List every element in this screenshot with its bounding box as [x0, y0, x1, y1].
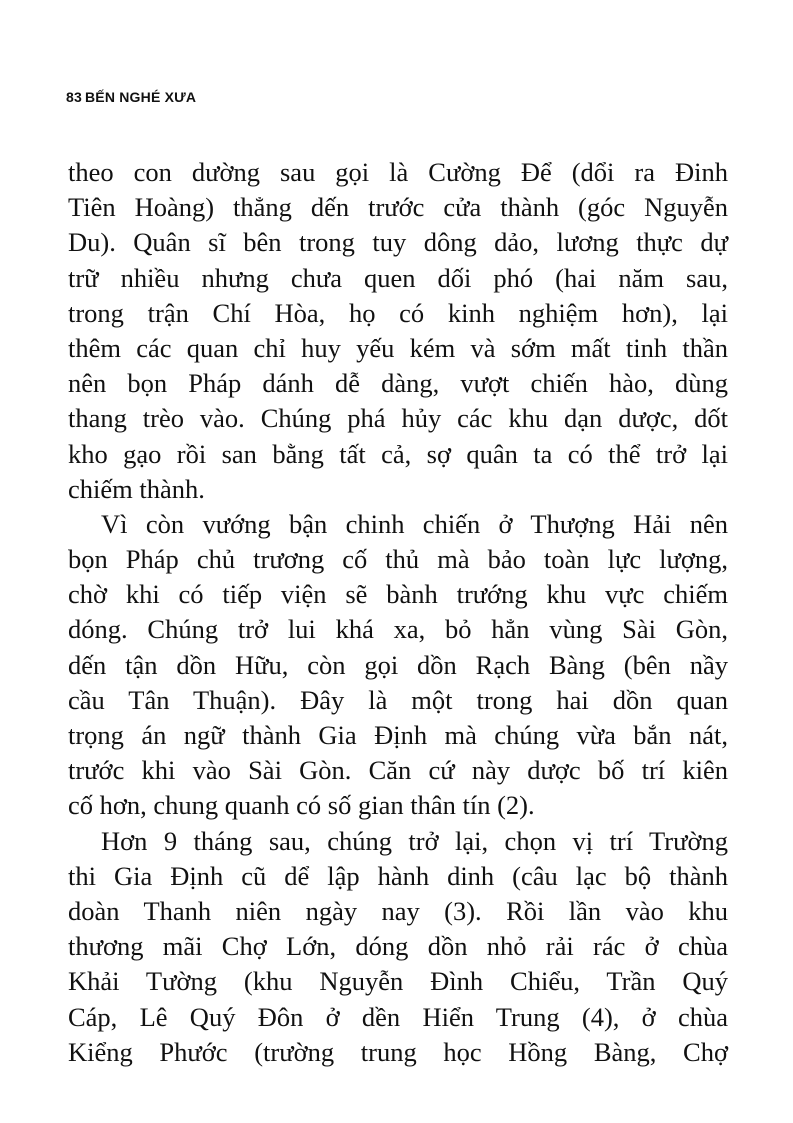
body-text — [68, 155, 728, 1070]
text-line: Du). Quân sĩ bên trong tuy dông dảo, lương thực dự — [68, 227, 728, 258]
text-line: trong trận Chí Hòa, họ có kinh nghiệm hơn), lại — [68, 297, 728, 328]
running-title: BẾN NGHÉ XƯA — [84, 89, 197, 105]
text-line: Cáp, Lê Quý Đôn ở dền Hiển Trung (4), ở chùa — [68, 1001, 728, 1032]
running-header — [66, 89, 196, 105]
text-line: kho gạo rồi san bằng tất cả, sợ quân ta có thể trở lại — [68, 438, 728, 469]
text-line: chiếm thành. — [68, 473, 205, 504]
text-line: thương mãi Chợ Lớn, dóng dồn nhỏ rải rác ở chùa — [68, 931, 728, 962]
text-line: cầu Tân Thuận). Đây là một trong hai dồn quan — [68, 684, 728, 715]
text-line: Khải Tường (khu Nguyễn Đình Chiểu, Trần Quý — [68, 966, 728, 997]
text-line: dến tận dồn Hữu, còn gọi dồn Rạch Bàng (bên nầy — [68, 649, 728, 680]
text-line: bọn Pháp chủ trương cố thủ mà bảo toàn lực lượng, — [68, 544, 728, 575]
text-line: chờ khi có tiếp viện sẽ bành trướng khu vực chiếm — [68, 579, 728, 610]
text-line: theo con dường sau gọi là Cường Để (dổi ra Đinh — [68, 157, 728, 187]
text-line: dóng. Chúng trở lui khá xa, bỏ hẳn vùng Sài Gòn, — [68, 614, 728, 645]
text-line: thang trèo vào. Chúng phá hủy các khu dạn dược, dốt — [68, 403, 728, 434]
text-line: doàn Thanh niên ngày nay (3). Rồi lần vào khu — [68, 895, 728, 926]
page-number: 83 — [66, 89, 82, 105]
text-line: trọng án ngữ thành Gia Định mà chúng vừa bắn nát, — [68, 720, 728, 750]
paragraph-first-line: Hơn 9 tháng sau, chúng trở lại, chọn vị trí Trường — [101, 825, 728, 856]
paragraph-first-line: Vì còn vướng bận chinh chiến ở Thượng Hải nên — [101, 508, 728, 539]
text-line: thi Gia Định cũ dể lập hành dinh (câu lạc bộ thành — [68, 860, 728, 891]
text-line: Kiểng Phước (trường trung học Hồng Bàng, Chợ — [68, 1036, 728, 1067]
text-line: trữ nhiều nhưng chưa quen dối phó (hai năm sau, — [68, 262, 728, 293]
text-line: cố hơn, chung quanh có số gian thân tín (2). — [68, 790, 535, 821]
text-line: trước khi vào Sài Gòn. Căn cứ này dược bố trí kiên — [68, 755, 728, 786]
text-line: nên bọn Pháp dánh dễ dàng, vượt chiến hào, dùng — [68, 368, 728, 399]
text-line: thêm các quan chỉ huy yếu kém và sớm mất tinh thần — [68, 332, 728, 363]
text-line: Tiên Hoàng) thẳng dến trước cửa thành (góc Nguyễn — [68, 192, 728, 223]
